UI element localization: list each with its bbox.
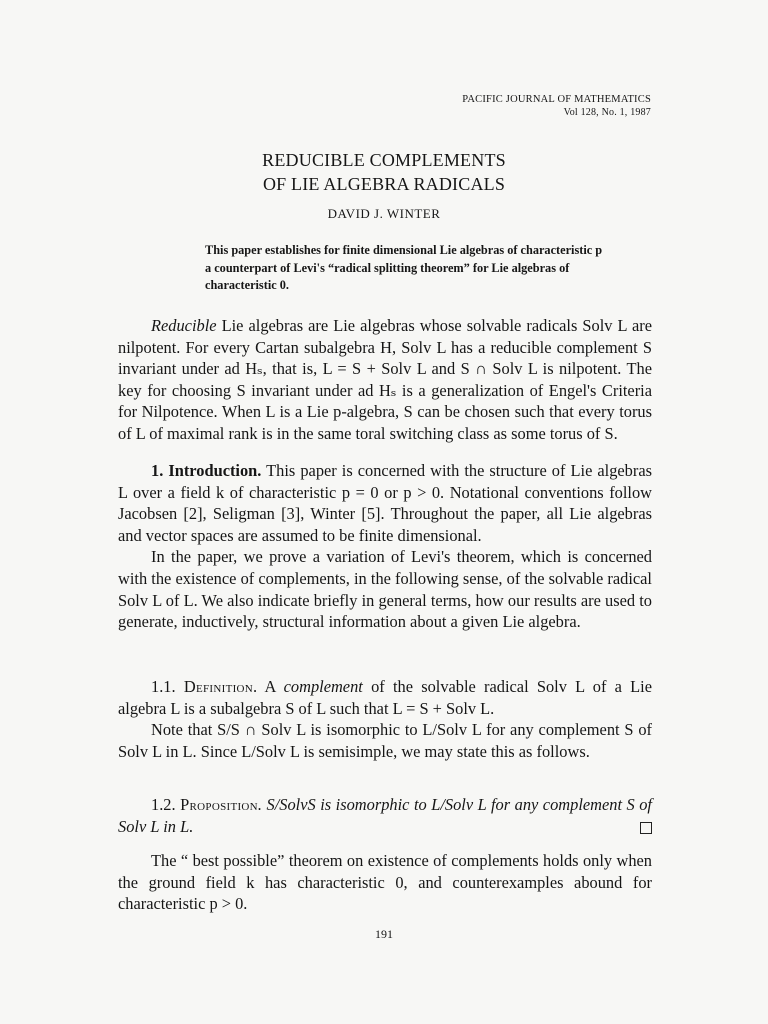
- abstract-text: This paper establishes for finite dimensional Lie algebras of characteristic p a counterpart of Levi's “radical splitting theorem” for Lie algebras of characteristic 0.: [205, 243, 603, 292]
- proposition-paragraph: [118, 794, 652, 837]
- section-heading: 1. Introduction.: [151, 461, 262, 480]
- page-number: 191: [375, 927, 393, 941]
- summary-text: Lie algebras are Lie algebras whose solvable radicals Solv L are nilpotent. For every Cartan subalgebra H, Solv L has a reducible complement S invariant under ad Hₛ, that is, L = S + Solv L and S ∩ Solv L is nilpotent. The key for choosing S invariant under ad Hₛ is a generalization of Engel's Criteria for Nilpotence. When L is a Lie p-algebra, S can be chosen such that every torus of L of maximal rank is in the same toral switching class as some torus of S.: [118, 316, 652, 443]
- introduction-section: [118, 460, 652, 633]
- definition-term: complement: [283, 677, 363, 696]
- definition-number: 1.1.: [151, 677, 184, 696]
- introduction-text-1: This paper is concerned with the structure of Lie algebras L over a field k of characteristic p = 0 or p > 0. Notational conventions follow Jacobsen [2], Seligman [3], Winter [5]. Throughout the paper, all Lie algebras and vector spaces are assumed to be finite dimensional.: [118, 461, 652, 545]
- definition-block: [118, 676, 652, 762]
- definition-note: Note that S/S ∩ Solv L is isomorphic to L/Solv L for any complement S of Solv L in L. Since L/Solv L is semisimple, we may state this as follows.: [118, 720, 652, 761]
- proposition-text: . S/SolvS is isomorphic to L/Solv L for any complement S of Solv L in L.: [118, 795, 652, 836]
- introduction-paragraph-1: [118, 460, 652, 546]
- proposition-number: 1.2.: [151, 795, 181, 814]
- closing-block: [118, 850, 652, 915]
- summary-paragraph: [118, 315, 652, 445]
- definition-text-b: of the solvable radical Solv L of a Lie algebra L is a subalgebra S of L such that L = S + Solv L.: [118, 677, 653, 718]
- summary-lead: Reducible: [151, 316, 217, 335]
- proposition-label: Proposition: [180, 795, 258, 814]
- paper-title: [0, 148, 768, 196]
- introduction-paragraph-2: In the paper, we prove a variation of Levi's theorem, which is concerned with the existence of complements, in the following sense, of the solvable radical Solv L of L. We also indicate briefly in general terms, how our results are used to generate, inductively, structural information about a given Lie algebra.: [118, 547, 652, 632]
- journal-name: PACIFIC JOURNAL OF MATHEMATICS: [462, 94, 651, 105]
- qed-box-icon: [640, 822, 652, 834]
- closing-paragraph: The “ best possible” theorem on existence of complements holds only when the ground field k has characteristic 0, and counterexamples abound for characteristic p > 0.: [118, 851, 652, 914]
- author: DAVID J. WINTER: [327, 206, 441, 221]
- definition-paragraph: [118, 676, 652, 719]
- title-line-2: OF LIE ALGEBRA RADICALS: [262, 174, 506, 194]
- summary: [118, 315, 652, 445]
- definition-text-a: . A: [253, 677, 284, 696]
- definition-label: Definition: [183, 677, 254, 696]
- journal-volume: Vol 128, No. 1, 1987: [563, 107, 651, 118]
- journal-header: [462, 93, 651, 119]
- title-line-1: REDUCIBLE COMPLEMENTS: [262, 150, 506, 170]
- abstract: [205, 242, 603, 295]
- proposition-block: [118, 794, 652, 837]
